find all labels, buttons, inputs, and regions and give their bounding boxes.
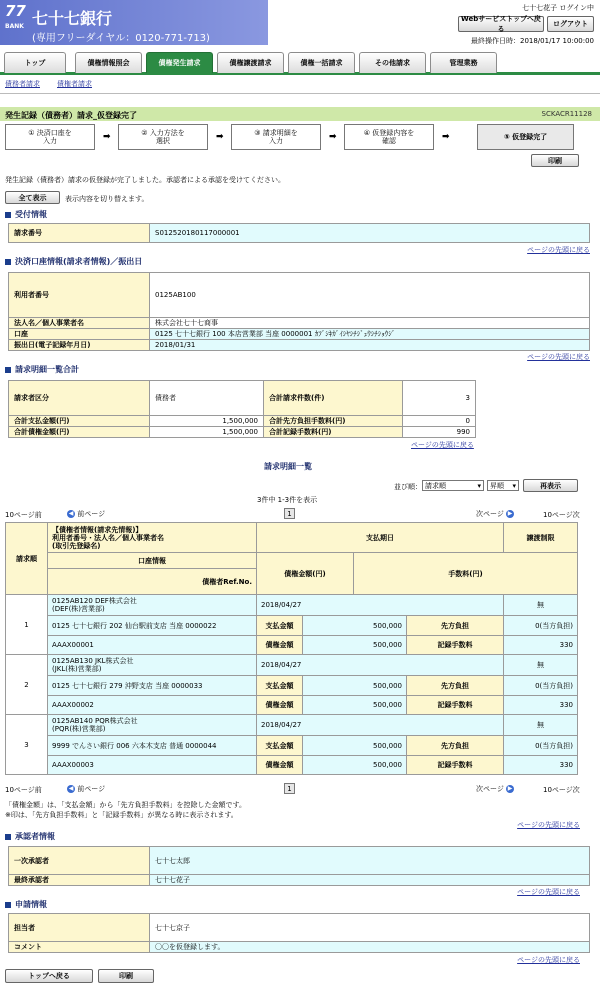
reception-table (8, 223, 590, 243)
redisplay-button[interactable]: 再表示 (523, 479, 578, 492)
note-2: ※印は、「先方負担手数料」と「記録手数料」が異なる時に表示されます。 (5, 811, 238, 819)
header-pay-date: 支払期日 (257, 523, 504, 553)
sort-label: 並び順： (394, 483, 422, 491)
step-4: ④ 仮登録内容を 確認 (344, 124, 434, 150)
step-arrow-icon: ➡ (442, 132, 450, 142)
table-row: 3 0125AB140 PQR株式会社 (PQR(株)営業部) 2018/04/27 無 (6, 715, 578, 736)
step-1: ① 決済口座を 入力 (5, 124, 95, 150)
tab-credit-issue[interactable]: 債権発生請求 (146, 52, 213, 73)
section-account: 決済口座情報(請求者情報)／振出日 (5, 256, 142, 267)
tab-other-request[interactable]: その他請求 (359, 52, 426, 73)
logout-button[interactable]: ログアウト (547, 16, 594, 32)
step-arrow-icon: ➡ (103, 132, 111, 142)
section-bullet-icon (5, 834, 11, 840)
summary-table: 請求者区分 債務者 合計請求件数(件) 3 合計支払金額(円) 1,500,000 合計先方負担手数料(円) 0 合計債権金額(円) 1,500,000 合計記録手数料(円) 990 (8, 380, 476, 438)
tab-credit-inquiry[interactable]: 債権情報照会 (75, 52, 142, 73)
next-arrow-icon: ▶ (507, 510, 513, 517)
section-summary: 請求明細一覧合計 (5, 364, 79, 375)
show-all-button[interactable]: 全て表示 (5, 191, 60, 204)
chevron-down-icon: ▾ (477, 481, 481, 490)
back-to-top-button[interactable]: トップへ戻る (5, 969, 93, 983)
issue-date-value: 2018/01/31 (150, 340, 590, 351)
company-name-value: 株式会社七十七商事 (150, 318, 590, 329)
sort-select[interactable]: 請求順 ▾ (422, 480, 484, 491)
step-arrow-icon: ➡ (329, 132, 337, 142)
page-top-link[interactable]: ページの先頭に戻る (411, 441, 474, 449)
section-bullet-icon (5, 259, 11, 265)
result-count: 3件中 1-3件を表示 (257, 496, 318, 504)
step-5-current: ⑤ 仮登録完了 (477, 124, 574, 150)
pager-page-1[interactable]: 1 (284, 508, 295, 519)
header-seq: 請求順 (6, 523, 48, 595)
pager-next10[interactable]: 10ページ次 (543, 511, 580, 519)
tab-management[interactable]: 管理業務 (430, 52, 497, 73)
tab-top[interactable]: トップ (4, 52, 66, 73)
pager-page-1-bottom[interactable]: 1 (284, 783, 295, 794)
subnav-creditor[interactable]: 債権者請求 (57, 80, 92, 88)
print-button-top[interactable]: 印刷 (531, 154, 579, 167)
first-approver-value: 七十七太郎 (150, 847, 590, 875)
account-value: 0125 七十七銀行 100 本店営業部 当座 0000001 ｶﾌﾞｼｷｶﾞｲｼﾔｼﾁｼﾞｭｳｼﾁｼｮｳｼﾞ (150, 329, 590, 340)
pager-next10-bottom[interactable]: 10ページ次 (543, 786, 580, 794)
table-row: 2 0125AB130 JKL株式会社 (JKL(株)営業部) 2018/04/27 無 (6, 655, 578, 676)
page-title: 発生記録（債務者）請求_仮登録完了 (5, 111, 137, 120)
step-arrow-icon: ➡ (216, 132, 224, 142)
pager-prev10-bottom[interactable]: 10ページ前 (5, 786, 42, 794)
freedial: (専用フリーダイヤル：0120-771-713) (32, 33, 210, 44)
screen-id: SCKACR11128 (541, 110, 592, 118)
section-bullet-icon (5, 212, 11, 218)
list-heading: 請求明細一覧 (264, 462, 312, 471)
completion-message: 発生記録（債務者）請求の仮登録が完了しました。承認者による承認を受けてください。 (5, 176, 285, 184)
last-operation: 最終操作日時：2018/01/17 10:00:00 (470, 37, 594, 45)
web-top-button[interactable]: Webサービストップへ戻る (458, 16, 544, 32)
order-select[interactable]: 昇順 ▾ (487, 480, 519, 491)
next-arrow-icon: ▶ (507, 785, 513, 792)
pager-prev-bottom[interactable]: ◀ 前ページ (68, 785, 106, 793)
step-3: ③ 請求明細を 入力 (231, 124, 321, 150)
header-amount: 債権金額(円) (257, 553, 354, 595)
tab-bulk-request[interactable]: 債権一括請求 (288, 52, 355, 73)
pager-prev10[interactable]: 10ページ前 (5, 511, 42, 519)
person-in-charge-value: 七十七京子 (150, 914, 590, 942)
prev-arrow-icon: ◀ (68, 785, 74, 792)
approver-table: 一次承認者 七十七太郎 最終承認者 七十七花子 (8, 846, 590, 886)
detail-table: 請求順 【債権者情報(請求先情報)】 利用者番号・法人名／個人事業者名 (取引先登録名) 支払期日 譲渡制限 口座情報 債権金額(円) 手数料(円) 債権者Ref.No. 1 0125AB120 DEF株式会社 (DEF(株)営業部) 2018/04/27 無 0125 七十七銀行 202 仙台駅前支店 当座 0000022 支払金額 500,000 先方負担 0(当方負担) AAAX00001 債権金額 500,000 記録手数料 330 2 0125AB130 JKL株式会社 (JKL(株)営業部) 2018/04/27 無 0125 七十七銀行 279 沖野支店 当座 0000033 支払金額 500,000 先方負担 0(当方負担) AAAX00002 債権金額 500,000 記録手数料 330 3 0125AB140 PQR株式会社 (PQR(株)営業部) 2018/04/27 無 9999 でんさい銀行 006 六本木支店 普通 0000044 支払金額 500,000 先方負担 0(当方負担) AAAX00003 債権金額 500,000 記録手数料 330 (5, 522, 578, 775)
applicant-table: 担当者 七十七京子 コメント 〇〇を仮登録します。 (8, 913, 590, 953)
section-bullet-icon (5, 902, 11, 908)
pager-next[interactable]: 次ページ ▶ (476, 510, 513, 518)
page-top-link[interactable]: ページの先頭に戻る (527, 246, 590, 254)
table-row: 1 0125AB120 DEF株式会社 (DEF(株)営業部) 2018/04/27 無 (6, 595, 578, 616)
user-number-value: 0125AB100 (150, 273, 590, 318)
request-number-label: 請求番号 (9, 224, 150, 243)
note-1: 「債権金額」は、「支払金額」から「先方負担手数料」を控除した金額です。 (5, 801, 246, 809)
page-top-link[interactable]: ページの先頭に戻る (517, 888, 580, 896)
tab-credit-transfer[interactable]: 債権譲渡請求 (217, 52, 284, 73)
header-account: 口座情報 (48, 553, 257, 569)
pager-prev[interactable]: ◀ 前ページ (68, 510, 106, 518)
print-button-bottom[interactable]: 印刷 (98, 969, 154, 983)
page-top-link[interactable]: ページの先頭に戻る (517, 956, 580, 964)
section-approver: 承認者情報 (5, 831, 55, 842)
page-top-link[interactable]: ページの先頭に戻る (527, 353, 590, 361)
section-applicant: 申請情報 (5, 899, 47, 910)
section-bullet-icon (5, 367, 11, 373)
page-top-link[interactable]: ページの先頭に戻る (517, 821, 580, 829)
logo-number: 77 (5, 2, 26, 20)
final-approver-value: 七十七花子 (150, 875, 590, 886)
subnav-divider (0, 93, 600, 94)
step-2: ② 入力方法を 選択 (118, 124, 208, 150)
header-creditor: 【債権者情報(請求先情報)】 利用者番号・法人名／個人事業者名 (取引先登録名) (48, 523, 257, 553)
show-all-note: 表示内容を切り替えます。 (65, 195, 149, 203)
header-ref: 債権者Ref.No. (48, 569, 257, 595)
chevron-down-icon: ▾ (512, 481, 516, 490)
pager-next-bottom[interactable]: 次ページ ▶ (476, 785, 513, 793)
subnav-debtor[interactable]: 債務者請求 (5, 80, 40, 88)
prev-arrow-icon: ◀ (68, 510, 74, 517)
header-fee: 手数料(円) (354, 553, 578, 595)
account-table: 利用者番号 0125AB100 法人名／個人事業者名 株式会社七十七商事 口座 0125 七十七銀行 100 本店営業部 当座 0000001 ｶﾌﾞｼｷｶﾞｲｼﾔｼﾁｼﾞｭｳｼﾁｼｮｳｼﾞ 振出日(電子記録年月日) 2018/01/31 (8, 272, 590, 351)
bank-name: 七十七銀行 (32, 9, 113, 28)
comment-value: 〇〇を仮登録します。 (150, 942, 590, 953)
bank-logo (5, 2, 29, 35)
user-status: 七十七花子 ログイン中 (522, 4, 594, 12)
header-transfer-limit: 譲渡制限 (504, 523, 578, 553)
section-reception: 受付情報 (5, 209, 47, 220)
request-number-value: S012520180117000001 (150, 224, 590, 243)
logo-sub: BANK (5, 23, 24, 30)
